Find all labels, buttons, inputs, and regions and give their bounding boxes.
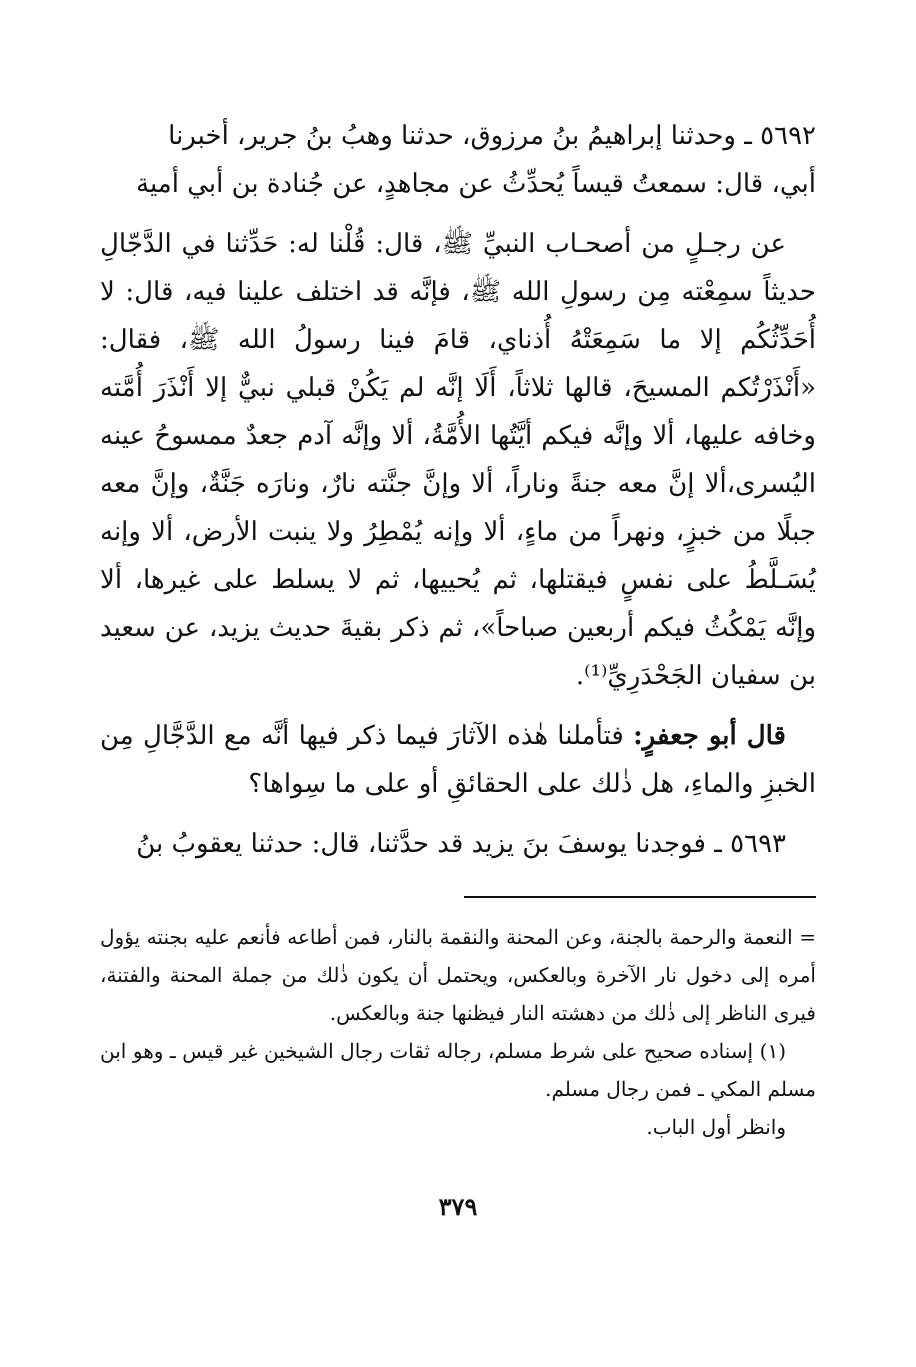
footnote-1-see: وانظر أول الباب.: [646, 1115, 786, 1139]
hadith-5692-narration: عن رجـلٍ من أصحـاب النبيِّ ﷺ، قال: قُلْنا له: حَدِّثنا في الدَّجّالِ حديثاً سمِعْته مِن رسولِ الله ﷺ، فإنَّه قد اختلف علينا فيه، قال: لا أُحَدِّثُكُم إلا ما سَمِعَتْهُ أُذناي، قامَ فينا رسولُ الله ﷺ، فقال: «أَنْذَرْتُكم المسيحَ، قالها ثلاثاً، أَلَا إنَّه لم يَكُنْ قبلي نبيٌّ إلا أَنْذَرَ أُمَّته وخافه عليها، ألا وإنَّه فيكم أيَّتُها الأُمَّةُ، ألا وإنَّه آدم جعدٌ ممسوحُ عينه اليُسرى،ألا إنَّ معه جنةً وناراً، ألا وإنَّ جنَّته نارٌ، ونارَه جَنَّةٌ، وإنَّ معه جبلًا من خبزٍ، ونهراً من ماءٍ، ألا وإنه يُمْطِرُ ولا ينبت الأرض، ألا وإنه يُسَـلَّطُ على نفسٍ فيقتلها، ثم يُحييها، ثم لا يسلط على غيرها، ألا وإنَّه يَمْكُثُ فيكم أربعين صباحاً»، ثم ذكر بقيةَ حديث يزيد، عن سعيد بن سفيان الجَحْدَرِيِّ⁽¹⁾.: [100, 229, 816, 691]
abu-jafar-label: قال أبو جعفرٍ:: [633, 721, 786, 751]
hadith-5692-line-2: أبي، قال: سمعتُ قيساً يُحدِّثُ عن مجاهدٍ، عن جُنادة بن أبي أمية: [136, 169, 816, 199]
abu-jafar-paragraph: [100, 712, 816, 808]
hadith-5693-start: ٥٦٩٣ ـ فوجدنا يوسفَ بنَ يزيد قد حدَّثنا، قال: حدثنا يعقوبُ بنُ: [136, 829, 786, 859]
abu-jafar-text: فتأملنا هٰذه الآثارَ فيما ذكر فيها أنَّه مع الدَّجَّالِ مِن الخبزِ والماءِ، هل ذٰلك على الحقائقِ أو على ما سِواها؟: [100, 721, 816, 799]
footnote-separator: [464, 896, 816, 898]
main-text: [100, 112, 816, 868]
page-number: ٣٧٩: [438, 1192, 478, 1221]
hadith-5692-line-1: ٥٦٩٢ ـ وحدثنا إبراهيمُ بنُ مرزوق، حدثنا وهبُ بنُ جرير، أخبرنا: [168, 121, 816, 151]
book-page: [100, 112, 816, 1221]
footnote-1: (١) إسناده صحيح على شرط مسلم، رجاله ثقات رجال الشيخين غير قيس ـ وهو ابن مسلم المكي ـ فمن رجال مسلم.: [100, 1039, 816, 1101]
footnotes: [100, 918, 816, 1146]
footnote-continuation: = النعمة والرحمة بالجنة، وعن المحنة والنقمة بالنار، فمن أطاعه فأنعم عليه بجنته يؤول أمره إلى دخول نار الآخرة وبالعكس، ويحتمل أن يكون ذٰلك من جملة المحنة والفتنة، فيرى الناظر إلى ذٰلك من دهشته النار فيظنها جنة وبالعكس.: [100, 925, 816, 1025]
